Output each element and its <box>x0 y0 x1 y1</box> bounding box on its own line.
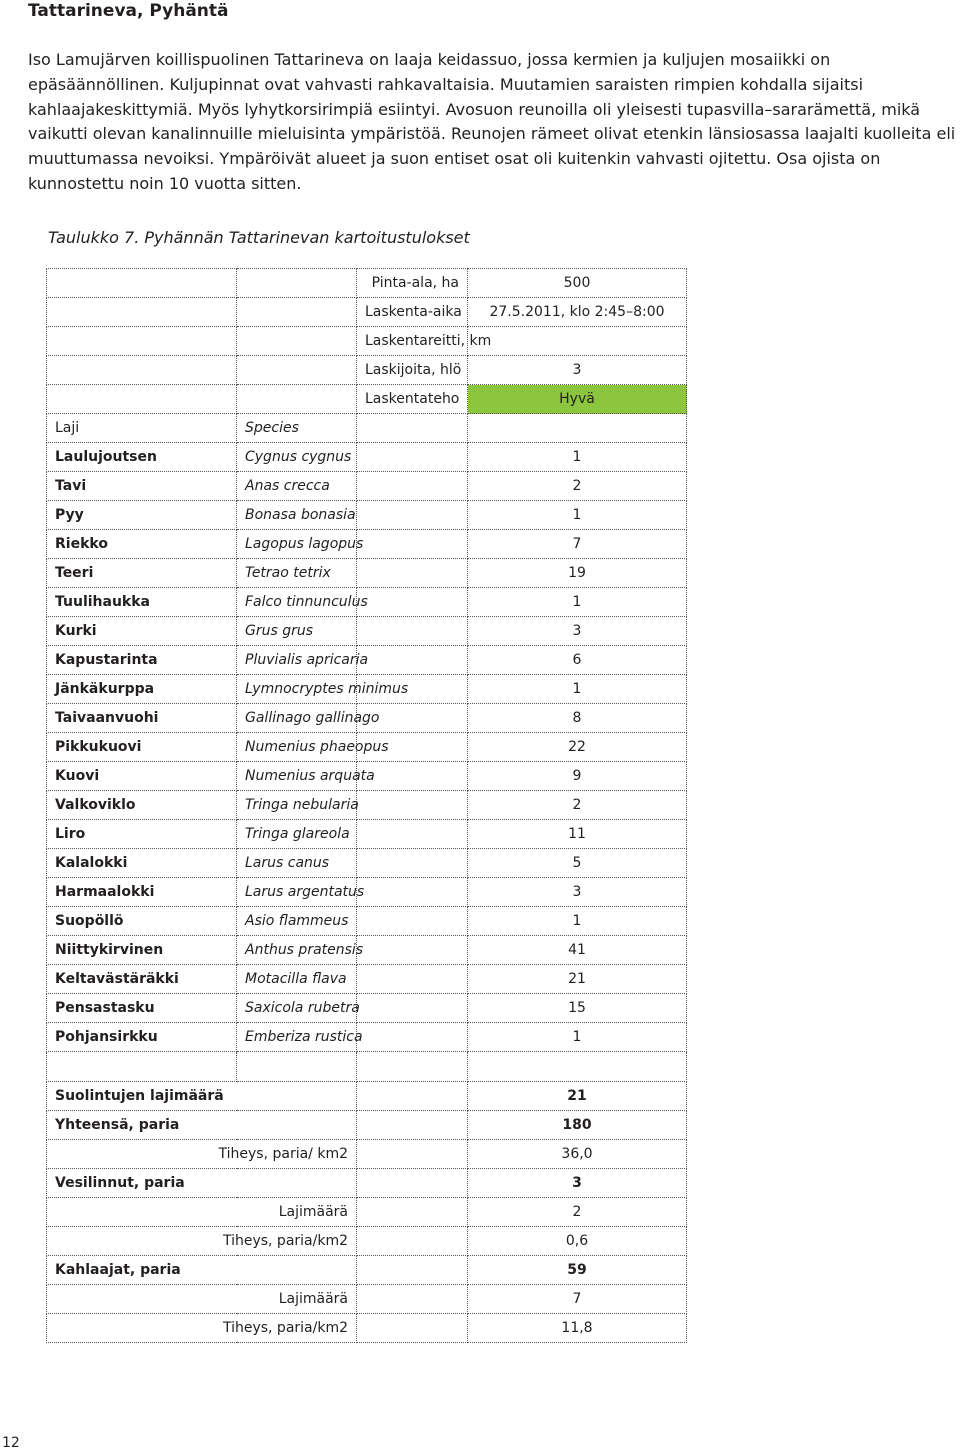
cell <box>47 1052 237 1082</box>
info-label: Laskenta-aika <box>357 298 468 327</box>
species-pair-count: 5 <box>468 849 687 878</box>
species-pair-count: 41 <box>468 936 687 965</box>
info-row <box>47 327 687 356</box>
species-row <box>47 965 687 994</box>
species-latin-name: Tetrao tetrix <box>237 559 357 588</box>
species-finnish-name: Tuulihaukka <box>47 588 237 617</box>
info-row <box>47 385 687 414</box>
info-value: 27.5.2011, klo 2:45–8:00 <box>468 298 687 327</box>
species-row <box>47 907 687 936</box>
species-latin-name: Anthus pratensis <box>237 936 357 965</box>
cell <box>468 1052 687 1082</box>
species-finnish-name: Laulujoutsen <box>47 443 237 472</box>
summary-row <box>47 1111 687 1140</box>
cell <box>357 965 468 994</box>
summary-row <box>47 1169 687 1198</box>
species-pair-count: 1 <box>468 501 687 530</box>
species-finnish-name: Harmaalokki <box>47 878 237 907</box>
species-latin-name: Larus argentatus <box>237 878 357 907</box>
cell <box>357 443 468 472</box>
cell <box>357 588 468 617</box>
summary-row <box>47 1140 687 1169</box>
species-pair-count: 6 <box>468 646 687 675</box>
summary-label: Tiheys, paria/km2 <box>47 1314 357 1343</box>
cell <box>357 646 468 675</box>
species-row <box>47 733 687 762</box>
species-pair-count: 21 <box>468 965 687 994</box>
species-pair-count: 1 <box>468 907 687 936</box>
species-finnish-name: Jänkäkurppa <box>47 675 237 704</box>
summary-row <box>47 1198 687 1227</box>
cell <box>357 907 468 936</box>
species-finnish-name: Teeri <box>47 559 237 588</box>
species-row <box>47 472 687 501</box>
species-row <box>47 791 687 820</box>
species-row <box>47 704 687 733</box>
cell <box>357 1314 468 1343</box>
species-pair-count: 2 <box>468 472 687 501</box>
header-species: Species <box>237 414 357 443</box>
info-value: 500 <box>468 269 687 298</box>
cell <box>357 617 468 646</box>
summary-value: 0,6 <box>468 1227 687 1256</box>
species-pair-count: 7 <box>468 530 687 559</box>
info-row <box>47 269 687 298</box>
cell <box>237 385 357 414</box>
summary-value: 21 <box>468 1082 687 1111</box>
species-latin-name: Tringa glareola <box>237 820 357 849</box>
species-row <box>47 849 687 878</box>
species-pair-count: 1 <box>468 588 687 617</box>
summary-label: Tiheys, paria/ km2 <box>47 1140 357 1169</box>
species-latin-name: Gallinago gallinago <box>237 704 357 733</box>
species-pair-count: 9 <box>468 762 687 791</box>
species-pair-count: 1 <box>468 443 687 472</box>
effort-rating: Hyvä <box>468 385 687 414</box>
species-row <box>47 501 687 530</box>
species-finnish-name: Kapustarinta <box>47 646 237 675</box>
cell <box>357 559 468 588</box>
spacer-row <box>47 1052 687 1082</box>
cell <box>357 1169 468 1198</box>
info-value <box>468 327 687 356</box>
summary-value: 11,8 <box>468 1314 687 1343</box>
cell <box>47 298 237 327</box>
description-paragraph: Iso Lamujärven koillispuolinen Tattarineva on laaja keidassuo, jossa kermien ja kuljujen mosaiikki on epäsäännöllinen. Kuljupinnat ovat vahvasti rahkavaltaisia. Muutamien saraisten rimpien kohdalla sijaitsi kahlaajakeskittymiä. Myös lyhytkorsirimpiä esiintyi. Avosuon reunoilla oli yleisesti tupasvilla–sararämettä, mikä vaikutti olevan kanalinnuille mieluisinta ympäristöä. Reunojen rämeet olivat etenkin länsiosassa laajalti kuolleita eli muuttumassa nevoiksi. Ympäröivät alueet ja suon entiset osat oli kuitenkin vahvasti ojitettu. Osa ojista on kunnostettu noin 10 vuotta sitten. <box>28 50 956 193</box>
species-pair-count: 11 <box>468 820 687 849</box>
summary-label: Lajimäärä <box>47 1198 357 1227</box>
table-caption: Taulukko 7. Pyhännän Tattarinevan kartoitustulokset <box>48 228 470 247</box>
species-latin-name: Bonasa bonasia <box>237 501 357 530</box>
cell <box>357 1227 468 1256</box>
info-label: Laskentateho <box>357 385 468 414</box>
species-finnish-name: Pensastasku <box>47 994 237 1023</box>
cell <box>237 269 357 298</box>
species-latin-name: Numenius phaeopus <box>237 733 357 762</box>
species-latin-name: Numenius arquata <box>237 762 357 791</box>
cell <box>357 1052 468 1082</box>
species-latin-name: Lagopus lagopus <box>237 530 357 559</box>
species-row <box>47 1023 687 1052</box>
species-latin-name: Lymnocryptes minimus <box>237 675 357 704</box>
species-finnish-name: Riekko <box>47 530 237 559</box>
cell <box>47 356 237 385</box>
header-laji: Laji <box>47 414 237 443</box>
species-pair-count: 1 <box>468 1023 687 1052</box>
cell <box>357 1023 468 1052</box>
summary-row <box>47 1285 687 1314</box>
species-latin-name: Anas crecca <box>237 472 357 501</box>
summary-label: Lajimäärä <box>47 1285 357 1314</box>
summary-value: 2 <box>468 1198 687 1227</box>
summary-value: 180 <box>468 1111 687 1140</box>
cell <box>357 530 468 559</box>
summary-label: Suolintujen lajimäärä <box>47 1082 357 1111</box>
species-finnish-name: Pohjansirkku <box>47 1023 237 1052</box>
species-finnish-name: Niittykirvinen <box>47 936 237 965</box>
species-latin-name: Pluvialis apricaria <box>237 646 357 675</box>
cell <box>357 878 468 907</box>
cell <box>47 327 237 356</box>
species-row <box>47 646 687 675</box>
summary-value: 36,0 <box>468 1140 687 1169</box>
info-row <box>47 356 687 385</box>
species-row <box>47 588 687 617</box>
species-finnish-name: Pyy <box>47 501 237 530</box>
species-row <box>47 675 687 704</box>
cell <box>357 1111 468 1140</box>
species-row <box>47 878 687 907</box>
species-latin-name: Asio flammeus <box>237 907 357 936</box>
cell <box>357 472 468 501</box>
header-row <box>47 414 687 443</box>
species-latin-name: Motacilla flava <box>237 965 357 994</box>
species-latin-name: Saxicola rubetra <box>237 994 357 1023</box>
species-row <box>47 559 687 588</box>
species-row <box>47 443 687 472</box>
species-pair-count: 1 <box>468 675 687 704</box>
cell <box>357 849 468 878</box>
species-pair-count: 3 <box>468 617 687 646</box>
species-latin-name: Tringa nebularia <box>237 791 357 820</box>
species-row <box>47 762 687 791</box>
species-row <box>47 820 687 849</box>
cell <box>237 1052 357 1082</box>
summary-value: 59 <box>468 1256 687 1285</box>
species-row <box>47 994 687 1023</box>
cell <box>237 327 357 356</box>
cell <box>357 936 468 965</box>
page-number: 12 <box>2 1435 20 1451</box>
species-latin-name: Emberiza rustica <box>237 1023 357 1052</box>
summary-row <box>47 1256 687 1285</box>
cell <box>357 414 468 443</box>
species-latin-name: Larus canus <box>237 849 357 878</box>
cell <box>357 1256 468 1285</box>
summary-value: 3 <box>468 1169 687 1198</box>
species-finnish-name: Keltavästäräkki <box>47 965 237 994</box>
cell <box>357 501 468 530</box>
species-finnish-name: Valkoviklo <box>47 791 237 820</box>
species-finnish-name: Kurki <box>47 617 237 646</box>
species-finnish-name: Pikkukuovi <box>47 733 237 762</box>
species-finnish-name: Taivaanvuohi <box>47 704 237 733</box>
species-finnish-name: Suopöllö <box>47 907 237 936</box>
cell <box>357 1082 468 1111</box>
species-latin-name: Falco tinnunculus <box>237 588 357 617</box>
info-value: 3 <box>468 356 687 385</box>
info-row <box>47 298 687 327</box>
cell <box>357 1285 468 1314</box>
species-row <box>47 617 687 646</box>
cell <box>47 385 237 414</box>
cell <box>47 269 237 298</box>
species-pair-count: 8 <box>468 704 687 733</box>
species-finnish-name: Liro <box>47 820 237 849</box>
species-pair-count: 22 <box>468 733 687 762</box>
cell <box>237 356 357 385</box>
cell <box>357 1198 468 1227</box>
info-label: Laskentareitti, km <box>357 327 468 356</box>
summary-label: Vesilinnut, paria <box>47 1169 357 1198</box>
results-table <box>46 268 687 1343</box>
species-latin-name: Cygnus cygnus <box>237 443 357 472</box>
summary-row <box>47 1227 687 1256</box>
cell <box>237 298 357 327</box>
species-row <box>47 530 687 559</box>
cell <box>468 414 687 443</box>
section-heading: Tattarineva, Pyhäntä <box>28 1 229 21</box>
species-finnish-name: Kalalokki <box>47 849 237 878</box>
summary-label: Kahlaajat, paria <box>47 1256 357 1285</box>
species-pair-count: 3 <box>468 878 687 907</box>
cell <box>357 1140 468 1169</box>
info-label: Laskijoita, hlö <box>357 356 468 385</box>
info-label: Pinta-ala, ha <box>357 269 468 298</box>
summary-label: Tiheys, paria/km2 <box>47 1227 357 1256</box>
species-pair-count: 19 <box>468 559 687 588</box>
species-finnish-name: Kuovi <box>47 762 237 791</box>
cell <box>357 994 468 1023</box>
cell <box>357 820 468 849</box>
summary-label: Yhteensä, paria <box>47 1111 357 1140</box>
results-table-body <box>47 269 687 1343</box>
species-row <box>47 936 687 965</box>
species-finnish-name: Tavi <box>47 472 237 501</box>
summary-row <box>47 1314 687 1343</box>
species-pair-count: 2 <box>468 791 687 820</box>
summary-row <box>47 1082 687 1111</box>
cell <box>357 791 468 820</box>
summary-value: 7 <box>468 1285 687 1314</box>
species-pair-count: 15 <box>468 994 687 1023</box>
species-latin-name: Grus grus <box>237 617 357 646</box>
